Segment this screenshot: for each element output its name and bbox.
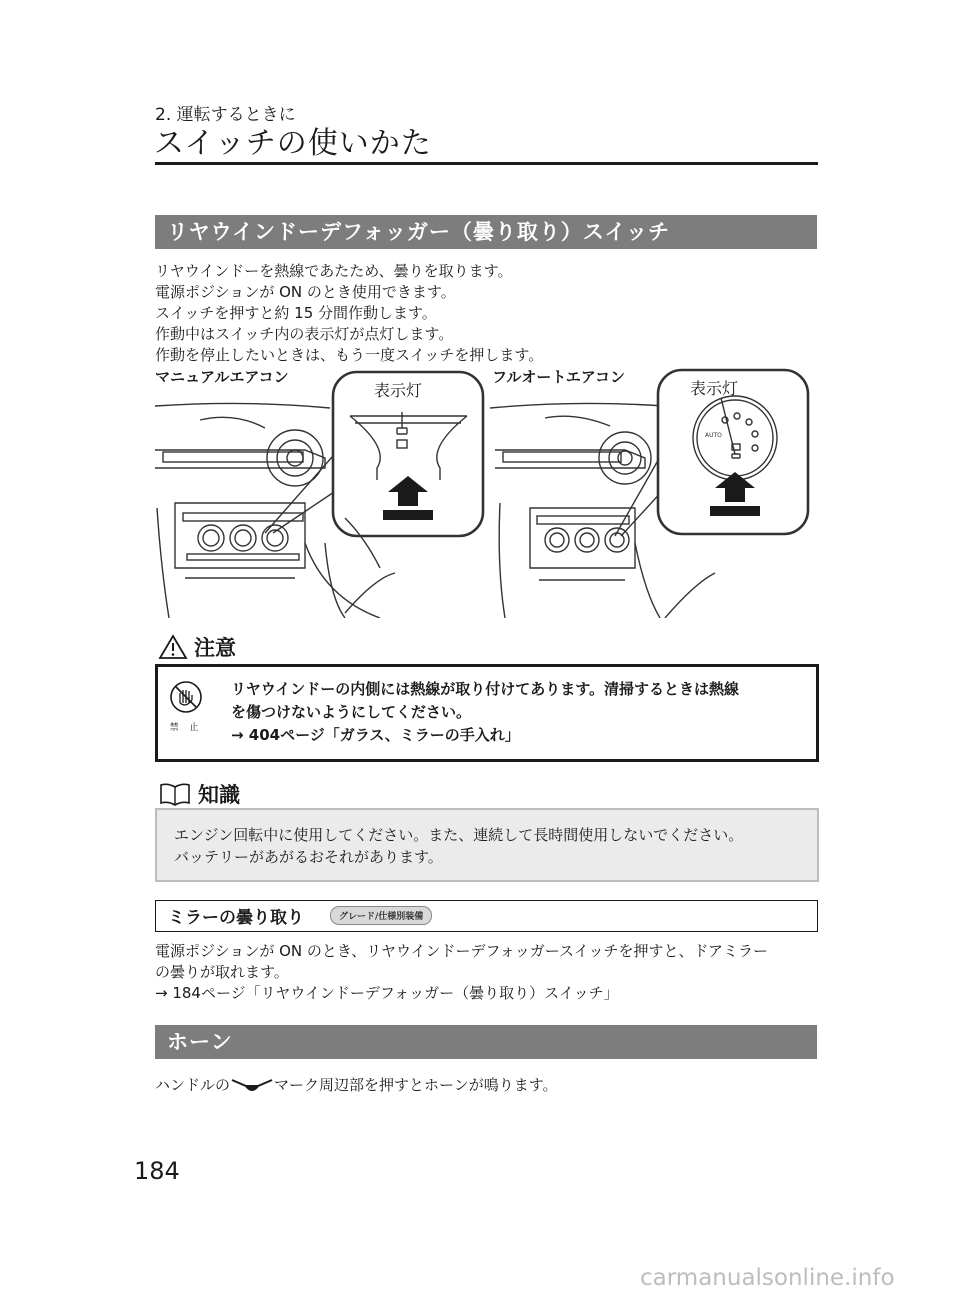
horn-text-before: ハンドルの <box>155 1076 231 1094</box>
watermark: carmanualsonline.info <box>640 1265 895 1291</box>
text-line: スイッチを押すと約 15 分間作動します。 <box>155 304 437 322</box>
warning-triangle-icon <box>158 634 188 660</box>
prohibited-hand-icon <box>169 680 203 714</box>
caution-text <box>231 678 739 747</box>
text-line: 作動中はスイッチ内の表示灯が点灯します。 <box>155 325 454 343</box>
grade-badge: グレード/仕様別装備 <box>330 906 432 925</box>
mirror-heading: ミラーの曇り取り <box>168 908 304 928</box>
text-line: 作動を停止したいときは、もう一度スイッチを押します。 <box>155 346 544 364</box>
text-line: バッテリーがあがるおそれがあります。 <box>174 848 443 866</box>
chapter-label: 2. 運転するときに <box>155 105 296 125</box>
section-heading-defogger: リヤウインドーデフォッガー（曇り取り）スイッチ <box>155 215 817 249</box>
horn-description <box>155 1075 558 1096</box>
prohibition-label: 禁 止 <box>169 723 203 733</box>
auto-label: AUTO <box>705 432 722 439</box>
label-auto-aircon: フルオートエアコン <box>492 368 626 386</box>
defogger-description <box>155 261 543 366</box>
manual-aircon-callout <box>333 372 483 568</box>
text-line: → 404ページ「ガラス、ミラーの手入れ」 <box>231 726 520 744</box>
indicator-label-auto: 表示灯 <box>690 379 739 398</box>
text-line: → 184ページ「リヤウインドーデフォッガー（曇り取り）スイッチ」 <box>155 984 619 1002</box>
text-line: リヤウインドーを熱線であたため、曇りを取ります。 <box>155 262 513 280</box>
book-icon <box>158 781 192 807</box>
label-manual-aircon: マニュアルエアコン <box>155 368 289 386</box>
text-line: エンジン回転中に使用してください。また、連続して長時間使用しないでください。 <box>174 826 744 844</box>
caution-heading-text: 注意 <box>194 636 236 660</box>
dashboard-illustration <box>155 368 820 618</box>
knowledge-heading <box>158 779 240 809</box>
page-number: 184 <box>134 1157 180 1185</box>
caution-heading <box>158 632 236 662</box>
title-rule <box>155 162 818 165</box>
horn-icon <box>230 1076 274 1096</box>
knowledge-text <box>174 824 743 868</box>
knowledge-heading-text: 知識 <box>198 783 240 807</box>
page-title: スイッチの使いかた <box>154 126 432 161</box>
text-line: を傷つけないようにしてください。 <box>231 703 472 721</box>
text-line: 電源ポジションが ON のとき使用できます。 <box>155 283 456 301</box>
section-heading-horn: ホーン <box>155 1025 817 1059</box>
text-line: リヤウインドーの内側には熱線が取り付けてあります。清掃するときは熱線 <box>231 680 740 698</box>
text-line: の曇りが取れます。 <box>155 963 289 981</box>
mirror-description <box>155 941 768 1004</box>
indicator-label-manual: 表示灯 <box>374 381 423 400</box>
prohibition-mark <box>168 680 204 733</box>
text-line: 電源ポジションが ON のとき、リヤウインドーデフォッガースイッチを押すと、ドアミラー <box>155 942 768 960</box>
horn-text-after: マーク周辺部を押すとホーンが鳴ります。 <box>274 1076 558 1094</box>
